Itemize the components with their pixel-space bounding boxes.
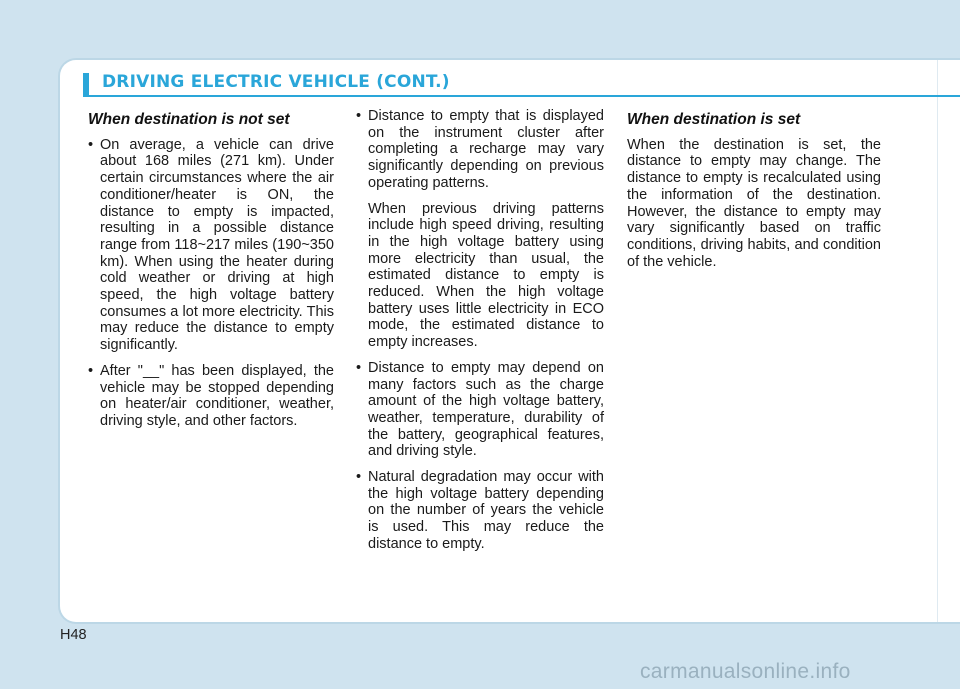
list-item: • On average, a vehicle can drive about 168 miles (271 km). Under certain circumstances where the air conditioner/heater is ON, the distance to empty is impacted, resulting in a possible distance range from 118~217 miles (190~350 km). When using the heater during cold weather or driving at high speed, the high voltage battery consumes a lot more electricity. This may reduce the distance to empty significantly. <box>88 136 334 354</box>
bullet-list <box>356 360 604 553</box>
list-item: • Natural degradation may occur with the high voltage battery depending on the number of years the vehicle is used. This may reduce the distance to empty. <box>356 469 604 552</box>
bullet-icon: • <box>88 136 94 153</box>
heading-destination-not-set: When destination is not set <box>88 111 290 128</box>
sub-paragraph: When previous driving patterns include high speed driving, resulting in the high voltage battery using more electricity than usual, the estimated distance to empty is reduced. When the high voltage battery uses little electricity in ECO mode, the estimated distance to empty increases. <box>368 200 604 351</box>
heading-destination-set: When destination is set <box>627 111 801 128</box>
column-1 <box>88 108 334 439</box>
paragraph: When the destination is set, the distance to empty may change. The distance to empty is recalculated using the information of the destination. However, the distance to empty may vary significantly based on traffic conditions, driving habits, and condition of the vehicle. <box>627 136 881 270</box>
section-header-marker <box>83 73 89 95</box>
column-2 <box>356 108 604 562</box>
section-header-title: DRIVING ELECTRIC VEHICLE (CONT.) <box>102 72 450 92</box>
section-header-underline <box>83 95 960 97</box>
watermark: carmanualsonline.info <box>640 660 851 683</box>
bullet-icon: • <box>88 362 94 379</box>
column-3 <box>627 108 881 270</box>
bullet-icon: • <box>356 108 362 124</box>
bullet-icon: • <box>356 469 362 486</box>
list-item: • Distance to empty may depend on many factors such as the charge amount of the high voltage battery, weather, temperature, durability of the battery, geographical features, and driving style. <box>356 359 604 460</box>
bullet-list <box>88 137 334 430</box>
right-margin-rule <box>937 60 938 622</box>
bullet-list <box>356 108 604 192</box>
list-item: • Distance to empty that is displayed on the instrument cluster after completing a recharge may vary significantly depending on previous operating patterns. <box>356 108 604 191</box>
list-item: • After "__" has been displayed, the vehicle may be stopped depending on heater/air conditioner, weather, driving style, and other factors. <box>88 362 334 429</box>
page-number: H48 <box>60 627 87 643</box>
bullet-icon: • <box>356 359 362 376</box>
